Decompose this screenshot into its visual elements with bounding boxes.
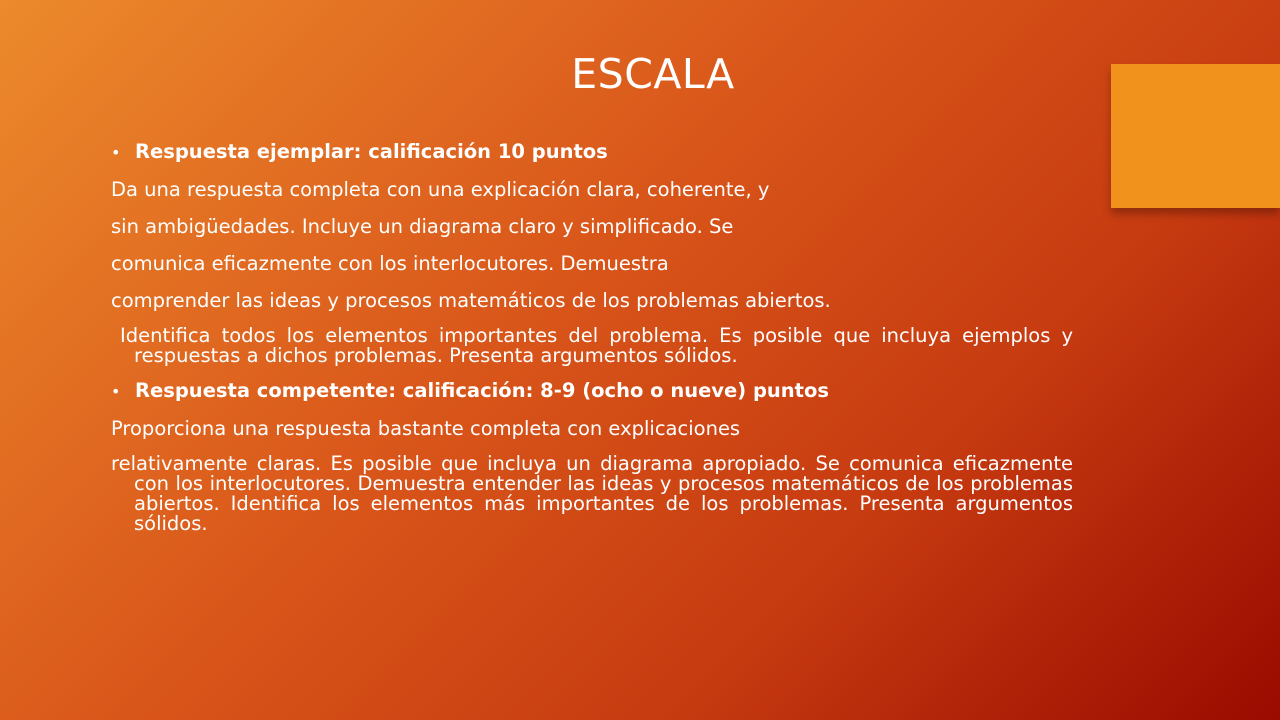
bullet-icon: • [111,382,121,401]
accent-rectangle [1111,64,1280,208]
section1-line-1: Da una respuesta completa con una explicación clara, coherente, y [111,178,770,201]
section2-paragraph: relativamente claras. Es posible que incluya un diagrama apropiado. Se comunica eficazmente con los interlocutores. Demuestra entender las ideas y procesos matemáticos de los problemas abiertos. Identifica los elementos más importantes de los problemas. Presenta argumentos sólidos. [111,452,1073,535]
section2-heading [111,379,1073,404]
section2-line-1: Proporciona una respuesta bastante completa con explicaciones [111,417,741,440]
section2-heading-text: Respuesta competente: calificación: 8-9 (ocho o nueve) puntos [135,379,829,402]
section1-line-2: sin ambigüedades. Incluye un diagrama claro y simplificado. Se [111,215,734,238]
slide-title: ESCALA [571,50,735,98]
section1-heading-text: Respuesta ejemplar: calificación 10 puntos [135,140,608,163]
section1-line-3: comunica eficazmente con los interlocutores. Demuestra [111,252,669,275]
section1-heading [111,140,1073,165]
bullet-icon: • [111,143,121,162]
section1-line-4: comprender las ideas y procesos matemáticos de los problemas abiertos. [111,289,831,312]
section1-paragraph: Identifica todos los elementos importantes del problema. Es posible que incluya ejemplos y respuestas a dichos problemas. Presenta argumentos sólidos. [120,324,1073,367]
slide-body [111,140,1073,547]
